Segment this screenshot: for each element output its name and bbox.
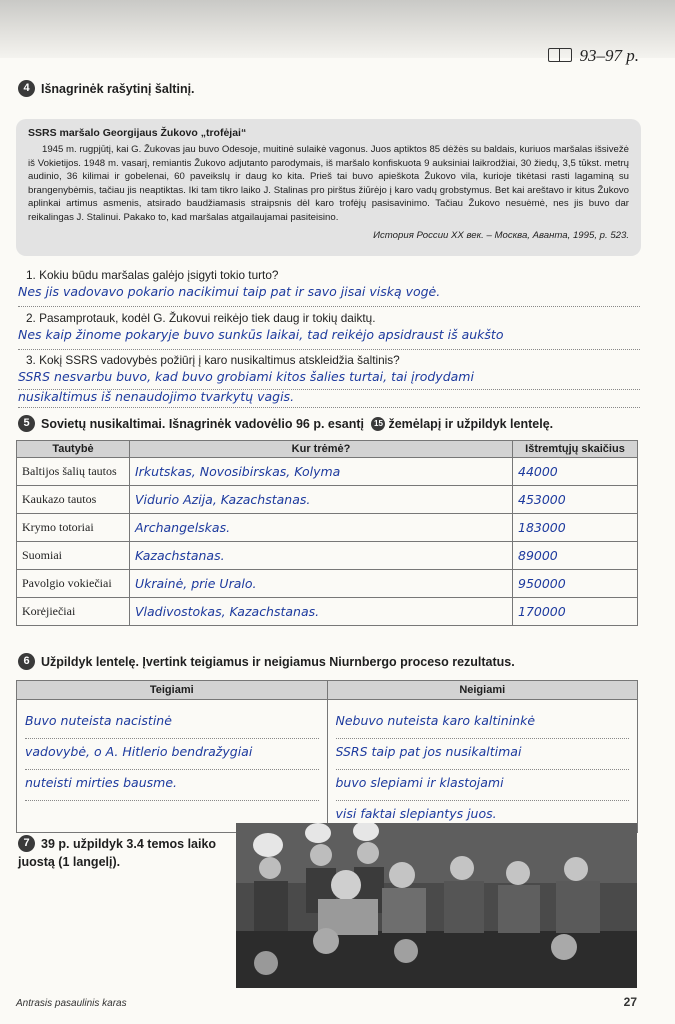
positive-line: nuteisti mirties bausme. — [25, 770, 319, 801]
table-row — [17, 700, 638, 833]
source-citation: История России XX век. – Москва, Аванта, 1995, p. 523. — [373, 229, 629, 241]
task6-heading — [18, 653, 515, 671]
source-box — [16, 119, 641, 256]
count-cell[interactable]: 183000 — [513, 514, 638, 542]
count-cell[interactable]: 950000 — [513, 570, 638, 598]
answer-3-continued: nusikaltimus iš nenaudojimo tvarkytų vagis. — [18, 389, 640, 408]
table-row — [17, 486, 638, 514]
page-number: 27 — [623, 995, 637, 1009]
source-title: SSRS maršalo Georgijaus Žukovo „trofėjai“ — [28, 127, 247, 139]
table-row — [17, 542, 638, 570]
column-header-positive: Teigiami — [17, 681, 328, 700]
task4-heading — [18, 80, 195, 98]
negative-line: visi faktai slepiantys juos. — [336, 801, 630, 832]
column-header-nation: Tautybė — [17, 441, 130, 458]
where-cell[interactable]: Archangelskas. — [130, 514, 513, 542]
map-number-badge: 15 — [371, 417, 385, 431]
negative-line: Nebuvo nuteista karo kaltininkė — [336, 708, 630, 739]
task5-heading — [18, 415, 553, 433]
task6-title: Užpildyk lentelę. Įvertink teigiamus ir neigiamus Niurnbergo proceso rezultatus. — [41, 655, 515, 669]
task-number-badge: 7 — [18, 835, 35, 852]
where-cell[interactable]: Vidurio Azija, Kazachstanas. — [130, 486, 513, 514]
positive-cell[interactable] — [17, 700, 328, 833]
page-reference: 93–97 p. — [548, 46, 640, 66]
task-number-badge: 5 — [18, 415, 35, 432]
task4-title: Išnagrinėk rašytinį šaltinį. — [41, 82, 195, 96]
column-header-count: Ištremtųjų skaičius — [513, 441, 638, 458]
column-header-where: Kur trėmė? — [130, 441, 513, 458]
book-icon — [548, 48, 572, 62]
deportation-table — [16, 440, 638, 626]
nation-cell: Kaukazo tautos — [17, 486, 130, 514]
nation-cell: Krymo totoriai — [17, 514, 130, 542]
table-row — [17, 514, 638, 542]
answer-3: SSRS nesvarbu buvo, kad buvo grobiami kitos šalies turtai, tai įrodydami — [18, 369, 640, 390]
negative-line: buvo slepiami ir klastojami — [336, 770, 630, 801]
where-cell[interactable]: Vladivostokas, Kazachstanas. — [130, 598, 513, 626]
positive-line: vadovybė, o A. Hitlerio bendražygiai — [25, 739, 319, 770]
task5-title-part2: žemėlapį ir užpildyk lentelę. — [388, 417, 554, 431]
column-header-negative: Neigiami — [327, 681, 638, 700]
table-header-row — [17, 681, 638, 700]
count-cell[interactable]: 89000 — [513, 542, 638, 570]
table-row — [17, 598, 638, 626]
table-row — [17, 570, 638, 598]
count-cell[interactable]: 44000 — [513, 458, 638, 486]
trial-photo-illustration — [236, 823, 637, 988]
nation-cell: Suomiai — [17, 542, 130, 570]
nation-cell: Pavolgio vokiečiai — [17, 570, 130, 598]
task7-heading — [18, 835, 218, 871]
nation-cell: Baltijos šalių tautos — [17, 458, 130, 486]
task-number-badge: 4 — [18, 80, 35, 97]
where-cell[interactable]: Ukrainė, prie Uralo. — [130, 570, 513, 598]
answer-1: Nes jis vadovavo pokario nacikimui taip pat ir savo jisai viską vogė. — [18, 284, 640, 307]
count-cell[interactable]: 170000 — [513, 598, 638, 626]
question-1: 1. Kokiu būdu maršalas galėjo įsigyti tokio turto? — [26, 268, 279, 282]
question-3: 3. Kokį SSRS vadovybės požiūrį į karo nusikaltimus atskleidžia šaltinis? — [26, 353, 400, 367]
negative-cell[interactable] — [327, 700, 638, 833]
table-row — [17, 458, 638, 486]
answer-2: Nes kaip žinome pokaryje buvo sunkūs laikai, tad reikėjo apsidraust iš aukšto — [18, 327, 640, 350]
task-number-badge: 6 — [18, 653, 35, 670]
footer-chapter-title: Antrasis pasaulinis karas — [16, 998, 127, 1009]
count-cell[interactable]: 453000 — [513, 486, 638, 514]
nuremberg-trial-photo — [236, 823, 637, 988]
table-header-row — [17, 441, 638, 458]
where-cell[interactable]: Kazachstanas. — [130, 542, 513, 570]
negative-line: SSRS taip pat jos nusikaltimai — [336, 739, 630, 770]
task5-title-part1: Sovietų nusikaltimai. Išnagrinėk vadovėlio 96 p. esantį — [41, 417, 365, 431]
positive-line: Buvo nuteista nacistinė — [25, 708, 319, 739]
nation-cell: Korėjiečiai — [17, 598, 130, 626]
task7-title: 39 p. užpildyk 3.4 temos laiko juostą (1 langelį). — [18, 837, 217, 869]
source-text: 1945 m. rugpjūtį, kai G. Žukovas jau buvo Odesoje, muitinė sulaikė vagonus. Juos aptiktos 85 dėžės su baldais, kuriuos maršalas išsivežė iš Vokietijos. 1948 m. vasarį, remiantis Žukovo adjutanto parodymais, iš maršalo konfiskuota 9 auksiniai laikrodžiai, 30 žiedų, 3,5 tūkst. metrų audinio, 36 kilimai ir gobelenai, 60 paveikslų ir daug ko kita. Prieš tai buvo apieškota Žukovo vila, kurioje tikėtasi rasti lagaminą su brangenybėmis, tačiau jis neaptiktas. Iki tam tikro laiko J. Stalinas pro pirštus žiūrėjo į karo vadų grobstymus. Bet kai areštavo ir kitus Žukovo aplinkai artimus asmenis, atsirado baudžiamasis straipsnis dėl karo trofėjų pasisavinimo. Tačiau Žukovo nesuėmė, nes jis buvo dar reikalingas J. Stalinui. Pakako to, kad maršalas atgailaujamai pasiteisino. — [28, 144, 629, 223]
nuremberg-table — [16, 680, 638, 833]
where-cell[interactable]: Irkutskas, Novosibirskas, Kolyma — [130, 458, 513, 486]
question-2: 2. Pasamprotauk, kodėl G. Žukovui reikėjo tiek daug ir tokių daiktų. — [26, 311, 376, 325]
